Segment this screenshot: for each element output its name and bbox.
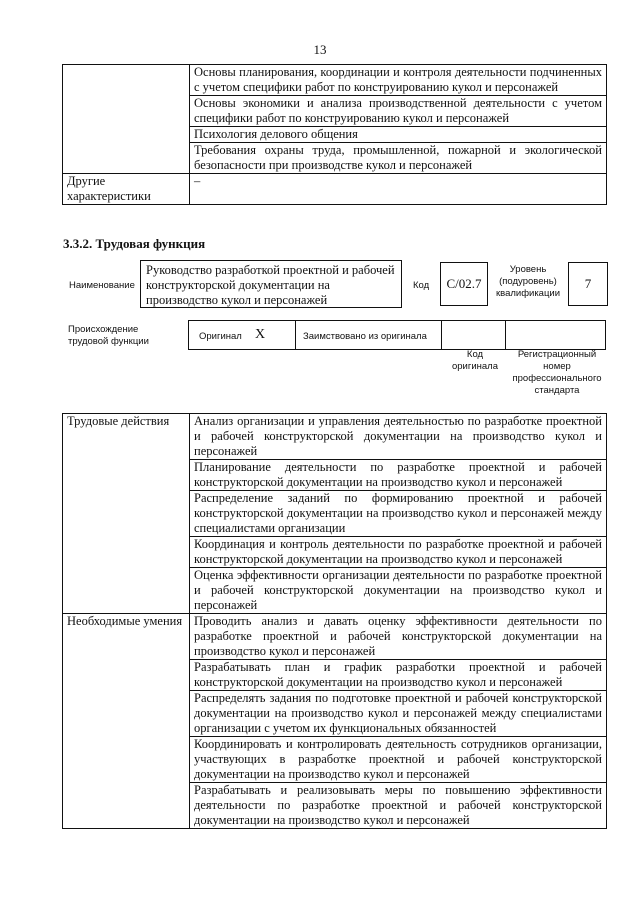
table-cell: Проводить анализ и давать оценку эффективности деятельности по разработке проектной и рабочей конструкторской документации на производство кукол и персонажей	[190, 614, 607, 660]
labor-actions-label: Трудовые действия	[63, 414, 190, 614]
other-characteristics-value: –	[190, 174, 607, 205]
table-row	[63, 614, 607, 660]
table-cell: Требования охраны труда, промышленной, пожарной и экологической безопасности при производстве кукол и персонажей	[190, 143, 607, 174]
table-row	[63, 65, 607, 96]
registration-caption: Регистрационный номер профессионального стандарта	[512, 349, 602, 396]
table-cell: Разрабатывать план и график разработки проектной и рабочей конструкторской документации на производство кукол и персонажей	[190, 660, 607, 691]
function-name-box	[140, 260, 402, 308]
original-mark: X	[255, 327, 266, 342]
table-cell: Основы планирования, координации и контроля деятельности подчиненных с учетом специфики работ по конструированию кукол и персонажей	[190, 65, 607, 96]
table-cell: Психология делового общения	[190, 127, 607, 143]
other-characteristics-label: Другие характеристики	[63, 174, 190, 205]
original-label: Оригинал	[199, 331, 242, 342]
table-cell: Распределять задания по подготовке проектной и рабочей конструкторской документации на производство кукол и персонажей между специалистами организации с учетом их функциональных обязанностей	[190, 691, 607, 737]
function-name-value: Руководство разработкой проектной и рабочей конструкторской документации на производство кукол и персонажей	[146, 263, 395, 307]
table-cell: Планирование деятельности по разработке проектной и рабочей конструкторской документации на производство кукол и персонажей	[190, 460, 607, 491]
code-label: Код	[413, 280, 430, 291]
divider	[505, 321, 506, 349]
level-label: Уровень (подуровень) квалификации	[495, 264, 561, 299]
code-original-caption: Код оригинала	[451, 349, 498, 372]
table-row	[63, 174, 607, 205]
table-cell: Распределение заданий по формированию проектной и рабочей конструкторской документации на производство кукол и персонажей между специалистами организации	[190, 491, 607, 537]
name-label: Наименование	[69, 280, 135, 291]
level-box	[568, 262, 608, 306]
origin-label: Происхождение трудовой функции	[68, 324, 149, 347]
top-table	[62, 64, 607, 205]
table-cell: Анализ организации и управления деятельностью по разработке проектной и рабочей конструкторской документации на производство кукол и персонажей	[190, 414, 607, 460]
section-heading: 3.3.2. Трудовая функция	[63, 236, 206, 251]
code-box	[440, 262, 488, 306]
table-cell: Основы экономики и анализа производственной деятельности с учетом специфики работ по конструированию кукол и персонажей	[190, 96, 607, 127]
table-cell: Координация и контроль деятельности по разработке проектной и рабочей конструкторской документации на производство кукол и персонажей	[190, 537, 607, 568]
page-number: 13	[313, 42, 327, 57]
main-table	[62, 413, 607, 829]
origin-table	[188, 320, 606, 350]
table-cell: Оценка эффективности организации деятельности по разработке проектной и рабочей конструкторской документации на производство кукол и персонажей	[190, 568, 607, 614]
code-value: C/02.7	[446, 276, 482, 291]
borrowed-label: Заимствовано из оригинала	[303, 331, 427, 342]
table-cell: Разрабатывать и реализовывать меры по повышению эффективности деятельности по разработке проектной и рабочей конструкторской документации на производство кукол и персонажей	[190, 783, 607, 829]
table-cell: Координировать и контролировать деятельность сотрудников организации, участвующих в разработке проектной и рабочей конструкторской документации на производство кукол и персонажей	[190, 737, 607, 783]
level-value: 7	[584, 276, 592, 291]
required-skills-label: Необходимые умения	[63, 614, 190, 829]
divider	[295, 321, 296, 349]
table-row	[63, 414, 607, 460]
label-cell	[63, 65, 190, 174]
divider	[441, 321, 442, 349]
